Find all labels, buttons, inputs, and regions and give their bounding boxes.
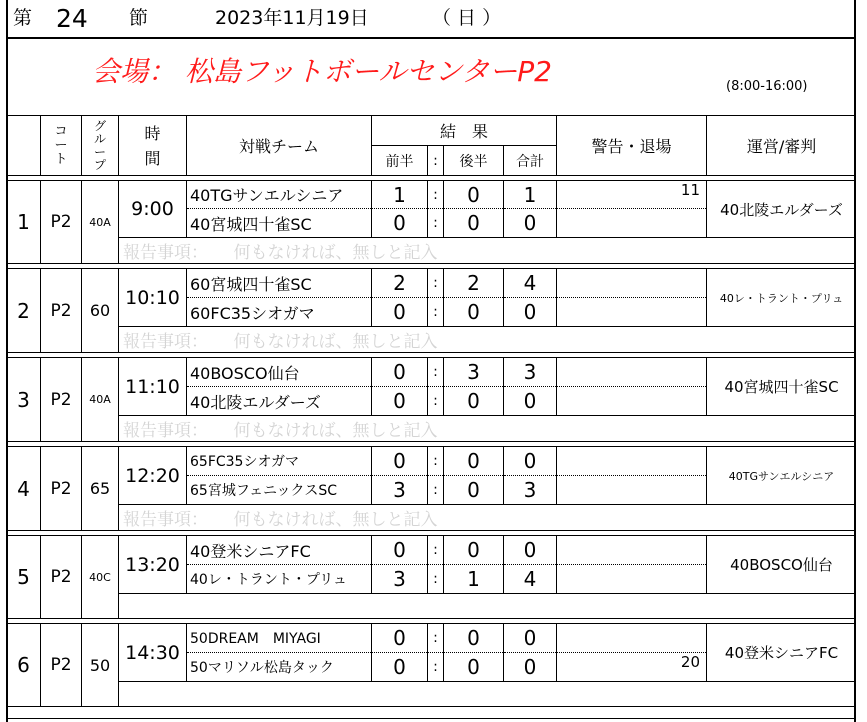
away-second-half: 0 — [444, 653, 504, 682]
match-report-note: 報告事項： 何もなければ、無しと記入 — [119, 238, 857, 264]
home-team-name: 40TGサンエルシニア — [187, 181, 372, 209]
match-number: 3 — [7, 358, 41, 442]
home-second-half: 0 — [444, 447, 504, 476]
match-note-row — [7, 594, 857, 619]
col-warnings-header: 警告・退場 — [557, 116, 707, 176]
match-report-note: 報告事項： 何もなければ、無しと記入 — [119, 416, 857, 442]
col-first-half-header: 前半 — [372, 146, 428, 176]
away-team-name: 65宮城フェニックスSC — [187, 476, 372, 505]
match-note-row — [7, 327, 857, 353]
away-second-half: 0 — [444, 387, 504, 416]
match-table — [6, 115, 856, 719]
away-team-name: 40北陵エルダーズ — [187, 387, 372, 416]
match-weekday: （ 日 ） — [432, 7, 502, 29]
col-court-header — [41, 116, 82, 176]
header-blank-cell — [7, 116, 41, 176]
col-second-half-header: 後半 — [444, 146, 504, 176]
away-warnings — [557, 298, 707, 327]
match-court: P2 — [41, 447, 82, 531]
home-total: 0 — [504, 624, 557, 653]
venue-hours: (8:00-16:00) — [726, 79, 808, 94]
away-first-half: 0 — [372, 387, 428, 416]
match-referee: 40登米シニアFC — [707, 624, 856, 682]
round-number: 24 — [56, 4, 88, 33]
col-group-label: グループ — [93, 118, 106, 172]
home-total: 1 — [504, 181, 557, 209]
home-team-name: 65FC35シオガマ — [187, 447, 372, 476]
match-time: 10:10 — [119, 269, 187, 327]
table-header-row — [7, 116, 857, 146]
match-row-home — [7, 358, 857, 387]
home-total: 0 — [504, 536, 557, 565]
away-total: 0 — [504, 298, 557, 327]
match-report-note — [119, 594, 857, 619]
away-second-half: 0 — [444, 476, 504, 505]
match-date: 2023年11月19日 — [215, 7, 369, 29]
match-number: 2 — [7, 269, 41, 353]
home-colon: : — [428, 181, 444, 209]
match-report-note: 報告事項： 何もなければ、無しと記入 — [119, 505, 857, 531]
home-warnings — [557, 536, 707, 565]
match-time: 12:20 — [119, 447, 187, 505]
home-colon: : — [428, 447, 444, 476]
match-time: 14:30 — [119, 624, 187, 682]
col-time-header — [119, 116, 187, 176]
col-court-label: コート — [54, 123, 68, 167]
away-colon: : — [428, 298, 444, 327]
col-referee-header: 運営/審判 — [707, 116, 856, 176]
match-group: 40C — [82, 536, 119, 619]
home-warnings — [557, 358, 707, 387]
match-group: 65 — [82, 447, 119, 531]
home-second-half: 0 — [444, 181, 504, 209]
away-colon: : — [428, 565, 444, 594]
away-second-half: 0 — [444, 209, 504, 238]
match-row-home — [7, 181, 857, 209]
home-second-half: 3 — [444, 358, 504, 387]
away-colon: : — [428, 387, 444, 416]
match-court: P2 — [41, 269, 82, 353]
home-total: 4 — [504, 269, 557, 298]
match-note-row — [7, 416, 857, 442]
match-row-home — [7, 624, 857, 653]
away-second-half: 1 — [444, 565, 504, 594]
header-divider — [6, 37, 856, 39]
home-first-half: 2 — [372, 269, 428, 298]
away-team-name: 40レ・トラント・プリュ — [187, 565, 372, 594]
away-total: 0 — [504, 209, 557, 238]
away-total: 0 — [504, 387, 557, 416]
away-total: 0 — [504, 653, 557, 682]
home-warnings: 11 — [557, 181, 707, 209]
home-team-name: 50DREAM MIYAGI — [187, 624, 372, 653]
match-number: 4 — [7, 447, 41, 531]
match-group: 40A — [82, 358, 119, 442]
away-total: 3 — [504, 476, 557, 505]
col-group-header — [82, 116, 119, 176]
match-time: 11:10 — [119, 358, 187, 416]
col-time-label: 時間 — [144, 123, 161, 168]
col-total-header: 合計 — [504, 146, 557, 176]
match-row-home — [7, 447, 857, 476]
match-note-row — [7, 505, 857, 531]
match-note-row — [7, 238, 857, 264]
col-colon-header: : — [428, 146, 444, 176]
home-warnings — [557, 447, 707, 476]
col-result-header: 結 果 — [372, 116, 557, 146]
home-first-half: 0 — [372, 536, 428, 565]
home-team-name: 60宮城四十雀SC — [187, 269, 372, 298]
match-referee: 40レ・トラント・プリュ — [707, 269, 856, 327]
away-total: 4 — [504, 565, 557, 594]
home-colon: : — [428, 536, 444, 565]
away-warnings — [557, 209, 707, 238]
home-total: 0 — [504, 447, 557, 476]
home-warnings — [557, 624, 707, 653]
match-note-row — [7, 682, 857, 707]
away-team-name: 50マリソル松島タック — [187, 653, 372, 682]
match-court: P2 — [41, 358, 82, 442]
home-first-half: 1 — [372, 181, 428, 209]
match-court: P2 — [41, 181, 82, 264]
match-court: P2 — [41, 536, 82, 619]
home-first-half: 0 — [372, 447, 428, 476]
away-first-half: 0 — [372, 209, 428, 238]
home-warnings — [557, 269, 707, 298]
away-warnings — [557, 387, 707, 416]
match-schedule-sheet — [6, 0, 856, 722]
home-first-half: 0 — [372, 358, 428, 387]
away-first-half: 0 — [372, 653, 428, 682]
round-suffix: 節 — [129, 7, 149, 29]
home-second-half: 0 — [444, 536, 504, 565]
away-warnings — [557, 476, 707, 505]
match-number: 6 — [7, 624, 41, 707]
home-first-half: 0 — [372, 624, 428, 653]
home-second-half: 0 — [444, 624, 504, 653]
match-time: 9:00 — [119, 181, 187, 238]
away-colon: : — [428, 209, 444, 238]
away-team-name: 40宮城四十雀SC — [187, 209, 372, 238]
match-group: 60 — [82, 269, 119, 353]
venue-title: 会場： 松島フットボールセンターP2 — [92, 55, 552, 88]
away-first-half: 3 — [372, 476, 428, 505]
match-referee: 40TGサンエルシニア — [707, 447, 856, 505]
away-second-half: 0 — [444, 298, 504, 327]
home-second-half: 2 — [444, 269, 504, 298]
away-colon: : — [428, 653, 444, 682]
match-referee: 40宮城四十雀SC — [707, 358, 856, 416]
match-referee: 40北陵エルダーズ — [707, 181, 856, 238]
home-colon: : — [428, 624, 444, 653]
home-team-name: 40BOSCO仙台 — [187, 358, 372, 387]
home-team-name: 40登米シニアFC — [187, 536, 372, 565]
match-number: 1 — [7, 181, 41, 264]
match-time: 13:20 — [119, 536, 187, 594]
away-warnings — [557, 565, 707, 594]
away-first-half: 0 — [372, 298, 428, 327]
match-court: P2 — [41, 624, 82, 707]
away-first-half: 3 — [372, 565, 428, 594]
match-group: 40A — [82, 181, 119, 264]
away-colon: : — [428, 476, 444, 505]
match-report-note: 報告事項： 何もなければ、無しと記入 — [119, 327, 857, 353]
match-row-home — [7, 269, 857, 298]
home-total: 3 — [504, 358, 557, 387]
away-warnings: 20 — [557, 653, 707, 682]
col-teams-header: 対戦チーム — [187, 116, 372, 176]
away-team-name: 60FC35シオガマ — [187, 298, 372, 327]
block-spacer — [7, 707, 857, 719]
round-prefix: 第 — [13, 7, 33, 29]
match-group: 50 — [82, 624, 119, 707]
match-referee: 40BOSCO仙台 — [707, 536, 856, 594]
match-report-note — [119, 682, 857, 707]
home-colon: : — [428, 269, 444, 298]
match-row-home — [7, 536, 857, 565]
home-colon: : — [428, 358, 444, 387]
match-number: 5 — [7, 536, 41, 619]
